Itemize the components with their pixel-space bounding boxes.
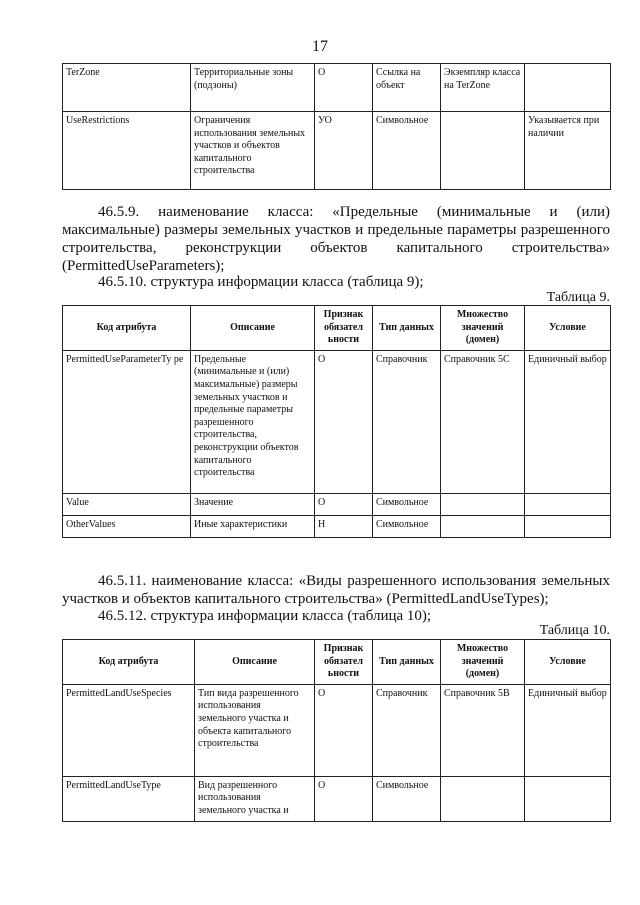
table-row bbox=[63, 350, 611, 493]
header-condition: Условие bbox=[525, 306, 611, 351]
cell-required: УО bbox=[315, 112, 373, 190]
cell-required: О bbox=[315, 64, 373, 112]
cell-description: Вид разрешенного использования земельного участка и bbox=[195, 776, 315, 821]
table-header-row bbox=[63, 640, 611, 685]
header-required: Признак обязател ьности bbox=[315, 640, 373, 685]
cell-required: О bbox=[315, 493, 373, 515]
header-data-type: Тип данных bbox=[373, 640, 441, 685]
cell-domain bbox=[441, 515, 525, 537]
header-data-type: Тип данных bbox=[373, 306, 441, 351]
cell-description: Территориальные зоны (подзоны) bbox=[191, 64, 315, 112]
cell-data-type: Ссылка на объект bbox=[373, 64, 441, 112]
cell-description: Предельные (минимальные и (или) максимальные) размеры земельных участков и предельные параметры разрешенного строительства, реконструкции объектов капитального строительства bbox=[191, 350, 315, 493]
cell-domain: Экземпляр класса на TerZone bbox=[441, 64, 525, 112]
cell-condition bbox=[525, 515, 611, 537]
cell-attr-code: OtherValues bbox=[63, 515, 191, 537]
cell-condition: Единичный выбор bbox=[525, 350, 611, 493]
cell-description: Иные характеристики bbox=[191, 515, 315, 537]
table-row bbox=[63, 493, 611, 515]
paragraph-46-5-11-line1: 46.5.11. наименование класса: «Виды разрешенного использования земельных bbox=[98, 573, 610, 589]
paragraph-46-5-9-line4: (PermittedUseParameters); bbox=[62, 258, 225, 274]
paragraph-46-5-11-line2: участков и объектов капитального строительства» (PermittedLandUseTypes); bbox=[62, 591, 549, 607]
paragraph-46-5-12: 46.5.12. структура информации класса (таблица 10); bbox=[98, 608, 432, 624]
cell-attr-code: Value bbox=[63, 493, 191, 515]
cell-description: Тип вида разрешенного использования земельного участка и объекта капитального строительства bbox=[195, 684, 315, 776]
cell-required: Н bbox=[315, 515, 373, 537]
cell-attr-code: PermittedLandUseSpecies bbox=[63, 684, 195, 776]
paragraph-46-5-9-line2: максимальные) размеры земельных участков и предельные параметры разрешенного bbox=[62, 222, 610, 238]
cell-attr-code: TerZone bbox=[63, 64, 191, 112]
cell-required: О bbox=[315, 684, 373, 776]
cell-condition: Единичный выбор bbox=[525, 684, 611, 776]
cell-data-type: Символьное bbox=[373, 515, 441, 537]
table-top-continuation bbox=[62, 63, 611, 190]
header-description: Описание bbox=[195, 640, 315, 685]
header-attr-code: Код атрибута bbox=[63, 306, 191, 351]
cell-condition bbox=[525, 64, 611, 112]
cell-condition: Указывается при наличии bbox=[525, 112, 611, 190]
cell-required: О bbox=[315, 776, 373, 821]
cell-domain bbox=[441, 493, 525, 515]
cell-data-type: Символьное bbox=[373, 776, 441, 821]
table10-caption: Таблица 10. bbox=[539, 623, 610, 638]
cell-attr-code: PermittedLandUseType bbox=[63, 776, 195, 821]
page-number: 17 bbox=[312, 38, 328, 55]
header-attr-code: Код атрибута bbox=[63, 640, 195, 685]
cell-attr-code: UseRestrictions bbox=[63, 112, 191, 190]
table-row bbox=[63, 776, 611, 821]
table-row bbox=[63, 112, 611, 190]
table9-caption: Таблица 9. bbox=[546, 290, 610, 305]
paragraph-46-5-9-line1: 46.5.9. наименование класса: «Предельные (минимальные и (или) bbox=[98, 204, 610, 220]
table-10 bbox=[62, 639, 611, 822]
cell-domain: Справочник 5В bbox=[441, 684, 525, 776]
cell-domain bbox=[441, 112, 525, 190]
header-required: Признак обязател ьности bbox=[315, 306, 373, 351]
header-domain: Множество значений (домен) bbox=[441, 306, 525, 351]
cell-description: Ограничения использования земельных участков и объектов капитального строительства bbox=[191, 112, 315, 190]
cell-condition bbox=[525, 493, 611, 515]
cell-description: Значение bbox=[191, 493, 315, 515]
cell-data-type: Справочник bbox=[373, 350, 441, 493]
header-condition: Условие bbox=[525, 640, 611, 685]
paragraph-46-5-9-line3: строительства, реконструкции объектов капитального строительства» bbox=[62, 240, 610, 256]
header-description: Описание bbox=[191, 306, 315, 351]
header-domain: Множество значений (домен) bbox=[441, 640, 525, 685]
cell-attr-code: PermittedUseParameterTy pe bbox=[63, 350, 191, 493]
cell-required: О bbox=[315, 350, 373, 493]
cell-data-type: Справочник bbox=[373, 684, 441, 776]
table-row bbox=[63, 684, 611, 776]
cell-domain bbox=[441, 776, 525, 821]
table-row bbox=[63, 64, 611, 112]
table-header-row bbox=[63, 306, 611, 351]
cell-data-type: Символьное bbox=[373, 493, 441, 515]
paragraph-46-5-10: 46.5.10. структура информации класса (таблица 9); bbox=[98, 274, 424, 290]
table-9 bbox=[62, 305, 611, 538]
cell-domain: Справочник 5С bbox=[441, 350, 525, 493]
cell-condition bbox=[525, 776, 611, 821]
cell-data-type: Символьное bbox=[373, 112, 441, 190]
table-row bbox=[63, 515, 611, 537]
